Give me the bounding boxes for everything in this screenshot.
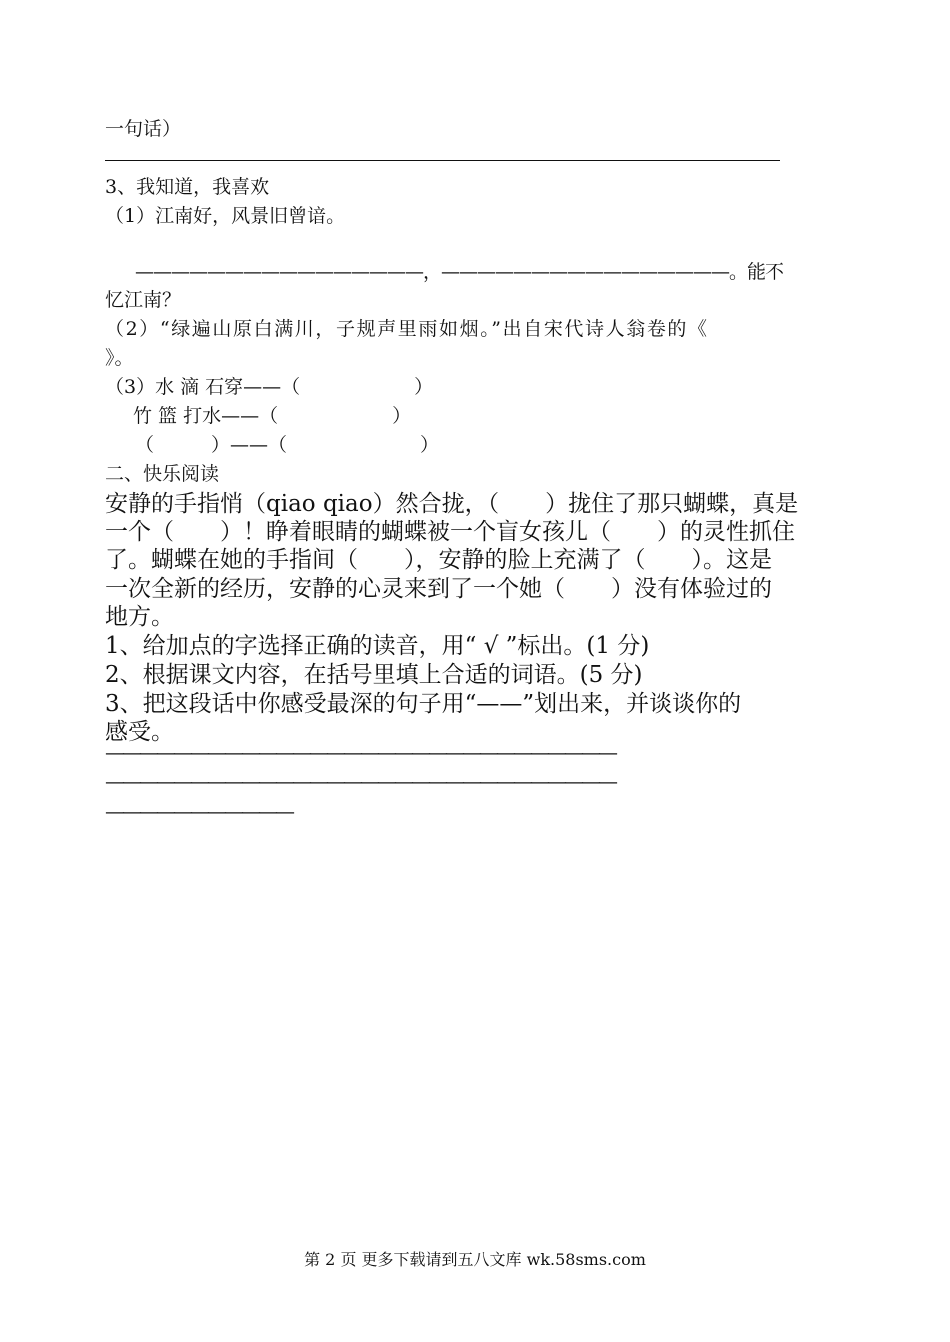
passage-line: 了。蝴蝶在她的手指间（ ），安静的脸上充满了（ ）。这是 (105, 547, 772, 573)
question-3-part-3-line-2: 竹 篮 打水——（ ） (133, 405, 412, 427)
answer-line: —————————————————————————————— (105, 740, 615, 764)
reading-question-3: 3、把这段话中你感受最深的句子用“——”划出来，并谈谈你的 (105, 691, 742, 717)
section-2-title: 二、快乐阅读 (105, 463, 220, 485)
question-3-part-1-blanks: ————————————————，————————————————。能不 (135, 261, 784, 283)
question-3-part-3-line-1: （3）水 滴 石穿——（ ） (105, 376, 434, 398)
question-3-part-2: （2）“绿遍山原白满川，子规声里雨如烟。”出自宋代诗人翁卷的《 (105, 318, 709, 340)
passage-line: 一个（ ）！睁着眼睛的蝴蝶被一个盲女孩儿（ ）的灵性抓住 (105, 519, 795, 545)
reading-question-2: 2、根据课文内容，在括号里填上合适的词语。(5 分) (105, 662, 643, 688)
question-3-title: 3、我知道，我喜欢 (105, 176, 270, 198)
reading-question-1: 1、给加点的字选择正确的读音，用“ √ ”标出。(1 分) (105, 633, 650, 659)
answer-line: —————————————————————————————— (105, 769, 615, 793)
answer-rule (105, 160, 780, 161)
continued-text: 一句话） (105, 118, 182, 140)
passage-line: 安静的手指悄（qiao qiao）然合拢，（ ）拢住了那只蝴蝶，真是 (105, 491, 799, 517)
question-3-part-2-end: 》。 (105, 347, 134, 369)
answer-line: ——————————— (105, 799, 292, 823)
passage-line: 地方。 (105, 604, 174, 630)
question-3-part-1-end: 忆江南？ (105, 289, 182, 311)
reading-question-3-end: 感受。 (105, 719, 174, 745)
page-footer: 第 2 页 更多下载请到五八文库 wk.58sms.com (304, 1250, 646, 1269)
passage-line: 一次全新的经历，安静的心灵来到了一个她（ ）没有体验过的 (105, 576, 772, 602)
question-3-part-1: （1）江南好，风景旧曾谙。 (105, 205, 346, 227)
question-3-part-3-line-3: （ ）——（ ） (135, 434, 440, 456)
